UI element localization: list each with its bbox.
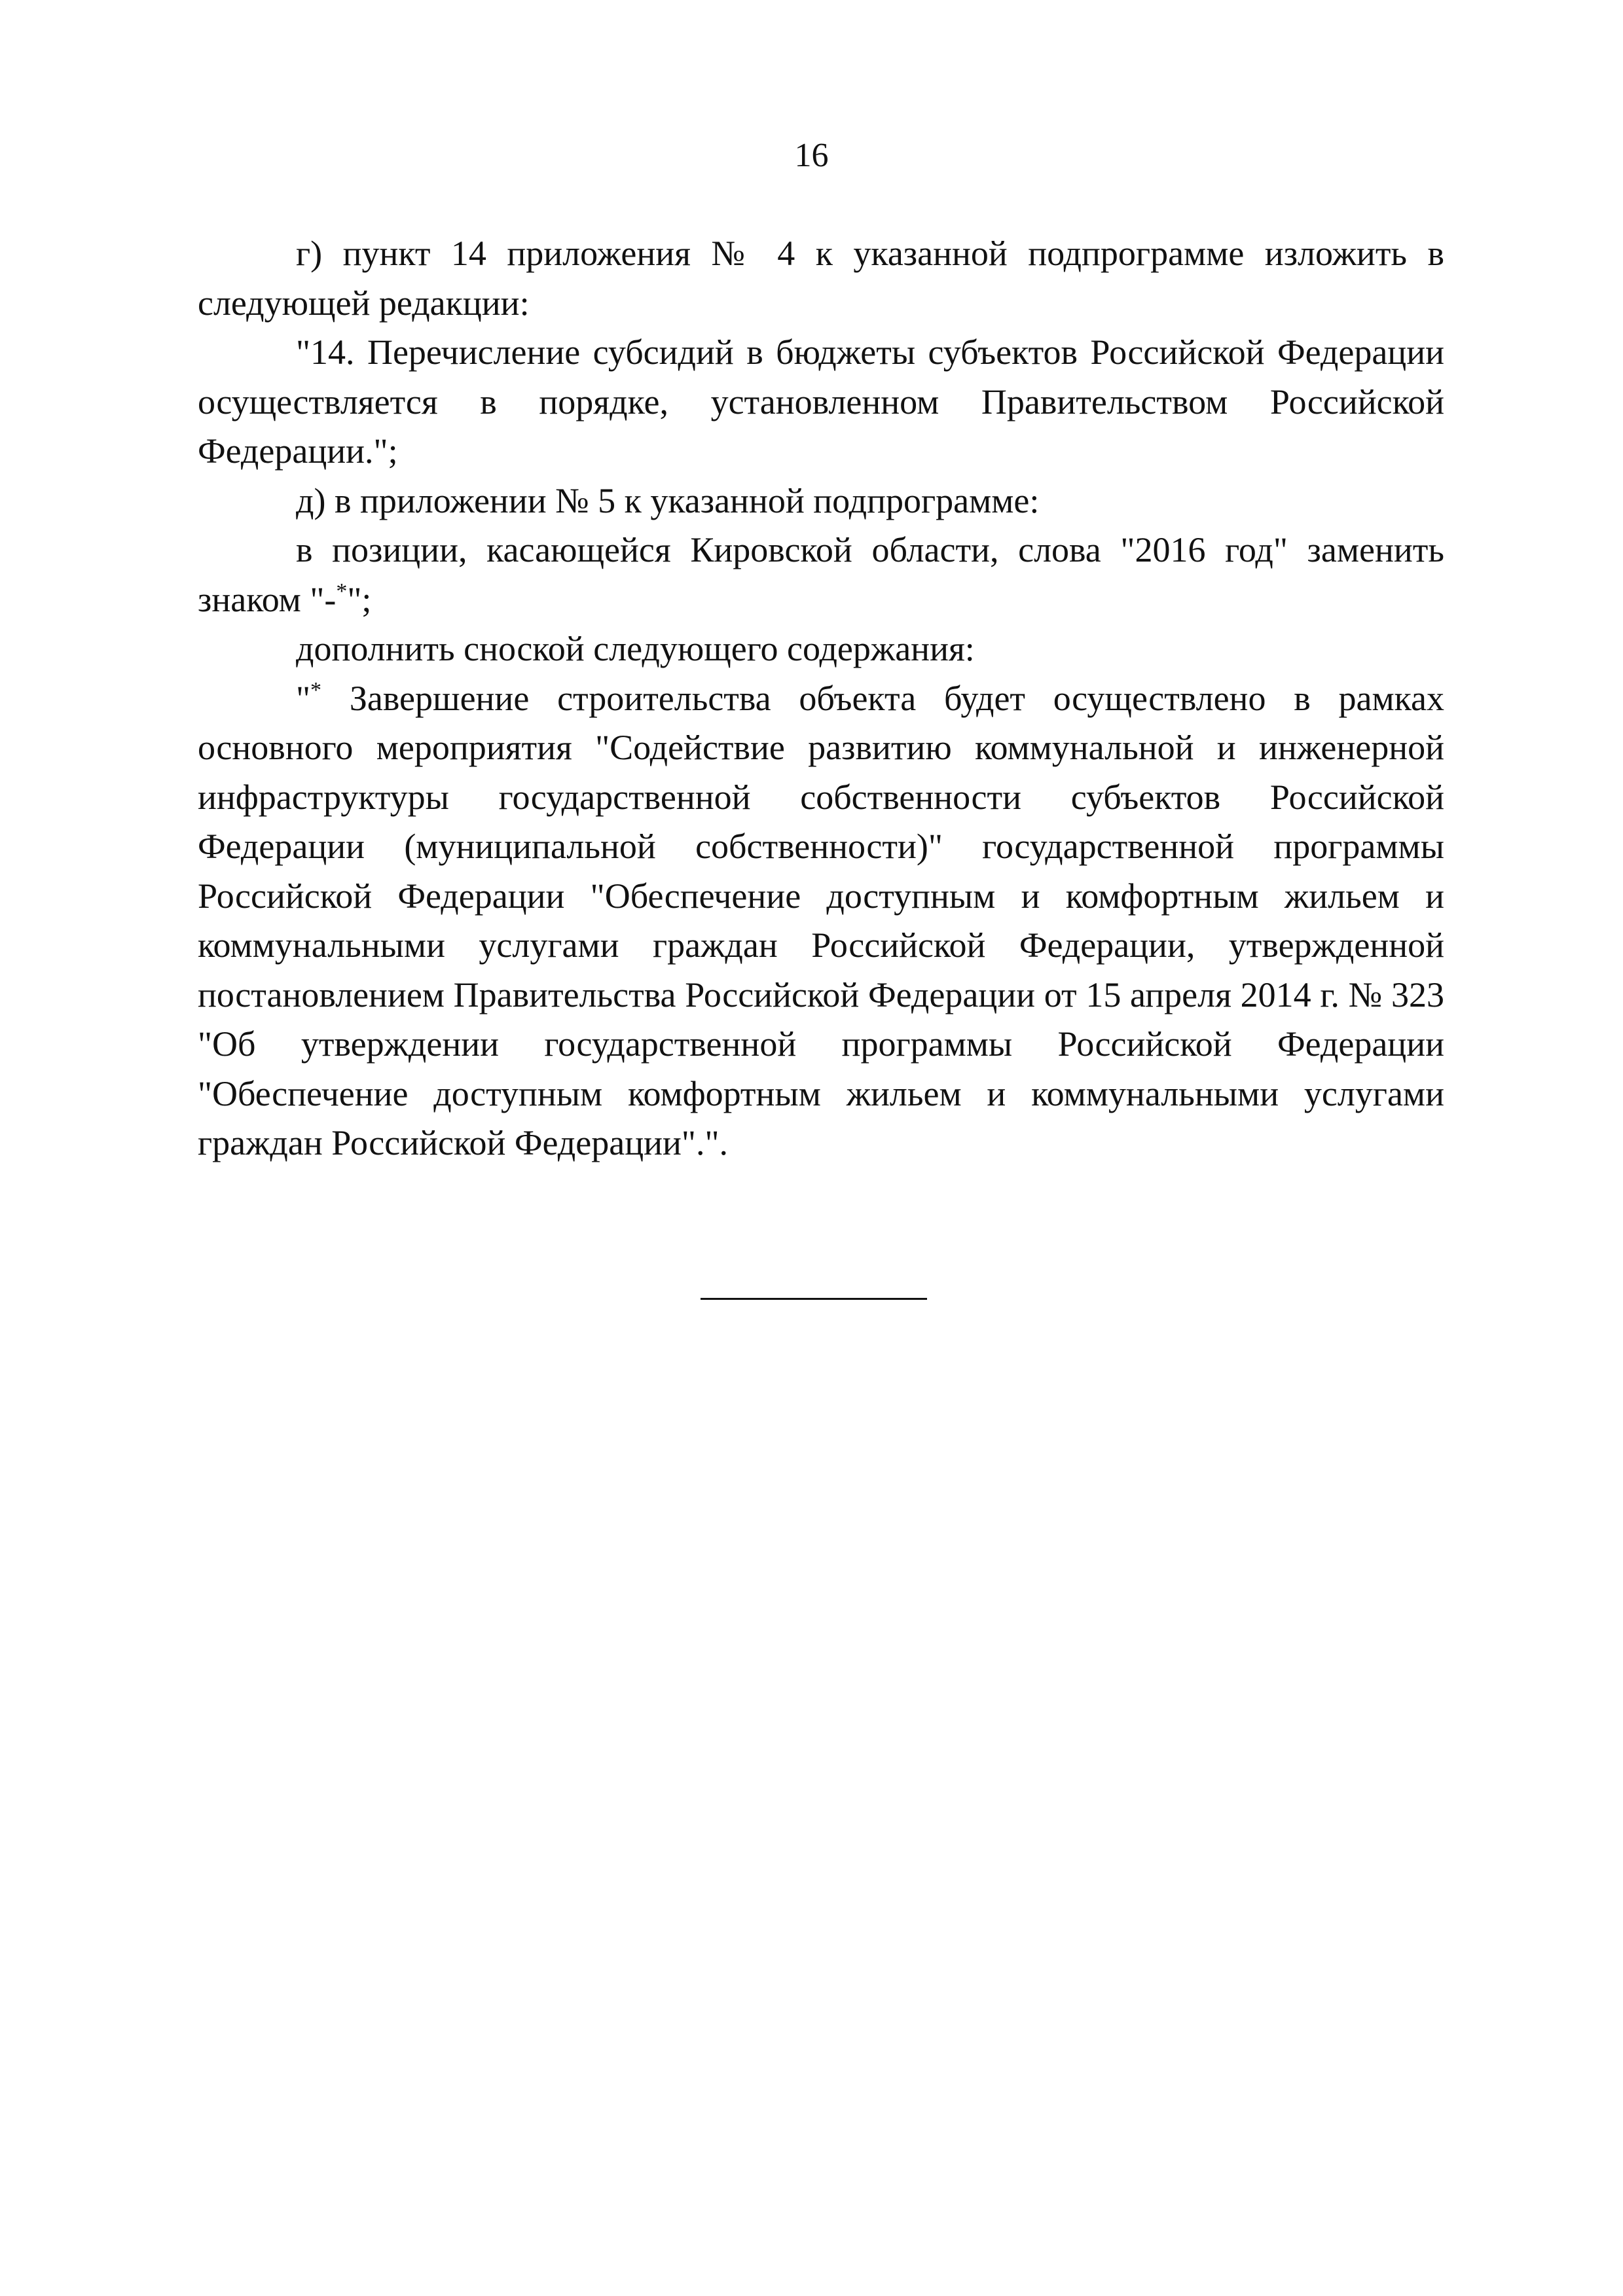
footnote-open-quote: ": [296, 678, 311, 718]
paragraph-quoted-item-14: "14. Перечисление субсидий в бюджеты субъектов Российской Федерации осуществляется в порядке, установленном Правительством Российской Федерации.";: [198, 332, 1444, 471]
kirov-text: в позиции, касающейся Кировской области, слова "2016 год" заменить знаком "-: [198, 530, 1444, 619]
paragraph-item-g: г) пункт 14 приложения № 4 к указанной подпрограмме изложить в следующей редакции:: [198, 234, 1444, 323]
paragraph-add-footnote: дополнить сноской следующего содержания:: [296, 629, 975, 668]
paragraph-footnote-text: [198, 674, 1444, 1168]
kirov-text-end: ";: [347, 579, 372, 619]
footnote-body: Завершение строительства объекта будет осуществлено в рамках основного мероприятия "Содействие развитию коммунальной и инженерной инфраструктуры государственной собственности субъектов Российской Федерации (муниципальной собственности)" государственной программы Российской Федерации "Обеспечение доступным и комфортным жильем и коммунальными услугами граждан Российской Федерации, утвержденной постановлением Правительства Российской Федерации от 15 апреля 2014 г. № 323 "Об утверждении государственной программы Российской Федерации "Обеспечение доступным комфортным жильем и коммунальными услугами граждан Российской Федерации".".: [198, 678, 1444, 1162]
footnote-asterisk: *: [310, 677, 322, 702]
document-body: [198, 229, 1444, 1168]
asterisk-mark: *: [336, 579, 348, 603]
paragraph-item-d: д) в приложении № 5 к указанной подпрограмме:: [296, 480, 1040, 520]
page-number: 16: [794, 137, 829, 174]
end-divider: [701, 1298, 927, 1300]
paragraph-kirov-position: [198, 526, 1444, 624]
